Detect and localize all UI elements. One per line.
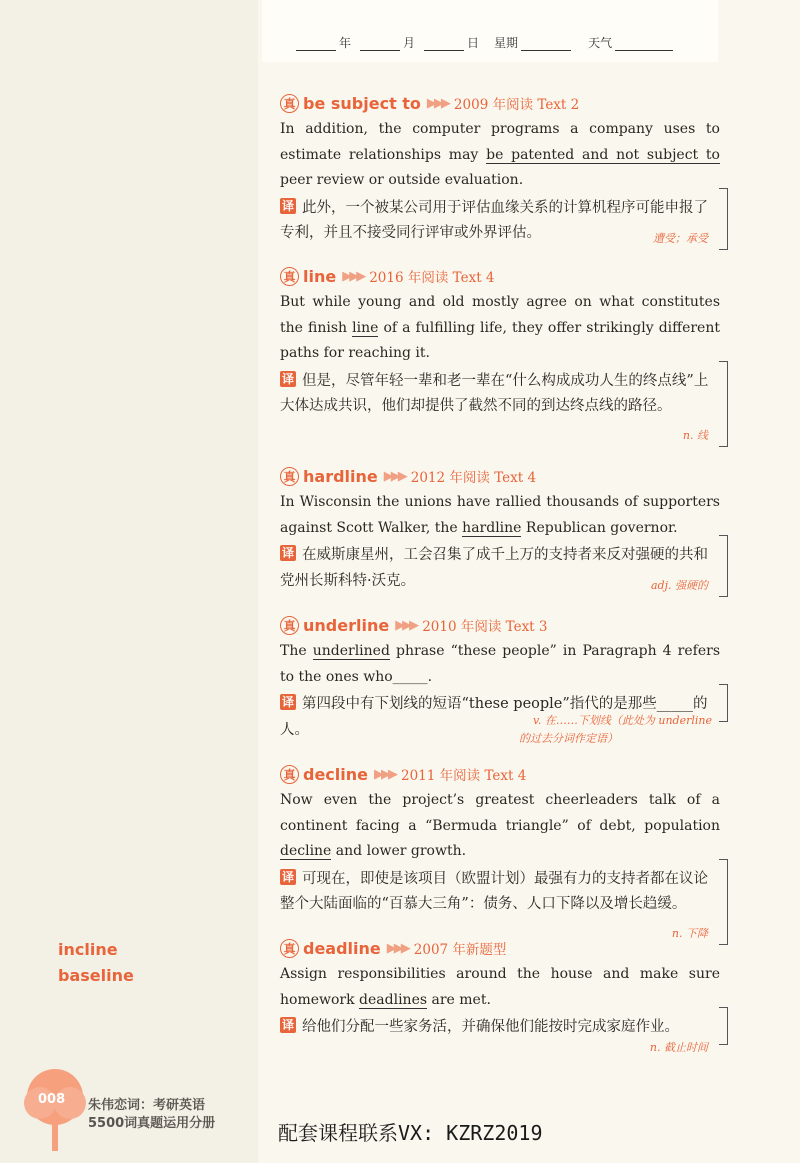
- definition-note: v. 在……下划线（此处为 underline: [532, 714, 712, 727]
- arrow-icon: ▶▶▶: [383, 468, 405, 484]
- definition-note: n. 截止时间: [649, 1041, 708, 1054]
- translation-block: [280, 867, 720, 940]
- underlined-term: line: [352, 319, 379, 336]
- book-title: [88, 1097, 215, 1133]
- related-word-incline: incline: [58, 940, 118, 959]
- entry-decline: [280, 762, 720, 940]
- english-sentence: But while young and old mostly agree on what constitutes the finish line of a fulfilling life, they offer strikingly different paths for reaching it.: [280, 294, 720, 361]
- day-label: 日: [467, 36, 480, 50]
- definition-note: 遭受；承受: [653, 231, 708, 245]
- date-line: [296, 34, 716, 51]
- definition-note: n. 线: [682, 428, 708, 442]
- book-title-line1: 朱伟恋词：考研英语: [88, 1098, 206, 1113]
- day-blank: [424, 50, 464, 51]
- headword: hardline: [303, 466, 378, 486]
- yi-badge: 译: [281, 546, 294, 560]
- source-label: 2016 年阅读 Text 4: [369, 270, 495, 286]
- entry-be-subject-to: [280, 91, 720, 247]
- arrow-icon: ▶▶▶: [395, 617, 417, 633]
- contact-watermark: 配套课程联系VX: KZRZ2019: [278, 1121, 543, 1145]
- note-bracket: [719, 188, 728, 250]
- headword: decline: [303, 764, 368, 784]
- english-sentence: Assign responsibilities around the house and make sure homework deadlines are met.: [280, 966, 720, 1008]
- definition-note-continued: 的过去分词作定语）: [519, 732, 618, 745]
- year-label: 年: [339, 36, 352, 50]
- tree-page-icon: [20, 1065, 90, 1155]
- date-header-card: [262, 0, 718, 62]
- weather-label: 天气: [588, 36, 613, 50]
- zhen-badge: 真: [280, 616, 299, 635]
- chinese-translation: 但是，尽管年轻一辈和老一辈在“什么构成成功人生的终点线”上大体达成共识，他们却提供了截然不同的到达终点线的路径。: [280, 372, 709, 414]
- yi-badge: 译: [281, 695, 294, 709]
- definition-note: n. 下降: [671, 926, 708, 940]
- underlined-term: deadlines: [359, 991, 428, 1008]
- underlined-term: underlined: [312, 643, 390, 659]
- arrow-icon: ▶▶▶: [374, 766, 395, 782]
- headword: deadline: [303, 938, 381, 958]
- underlined-term: be patented and not subject to: [486, 146, 720, 163]
- definition-note: adj. 强硬的: [650, 579, 708, 592]
- yi-badge: 译: [281, 371, 294, 386]
- chinese-translation: 给他们分配一些家务活，并确保他们能按时完成家庭作业。: [302, 1019, 679, 1035]
- yi-badge: 译: [281, 198, 294, 213]
- entry-underline: [280, 613, 720, 743]
- yi-badge: 译: [281, 869, 294, 884]
- underlined-term: decline: [280, 843, 332, 859]
- english-sentence: In addition, the computer programs a company uses to estimate relationships may be patented and not subject to peer review or outside evaluation.: [280, 121, 720, 188]
- english-sentence: The underlined phrase “these people” in Paragraph 4 refers to the ones who_____.: [280, 643, 720, 685]
- source-label: 2012 年阅读 Text 4: [410, 470, 537, 486]
- arrow-icon: ▶▶▶: [426, 95, 448, 111]
- arrow-icon: ▶▶▶: [386, 940, 408, 956]
- zhen-badge: 真: [280, 765, 299, 784]
- headword: underline: [303, 615, 390, 635]
- entry-line: [280, 264, 720, 442]
- translation-block: [280, 1015, 720, 1054]
- translation-block: [280, 692, 720, 743]
- note-bracket: [719, 1007, 728, 1045]
- page-number: 008: [38, 1092, 66, 1107]
- yi-badge: 译: [281, 1018, 294, 1032]
- book-title-line2: 5500词真题运用分册: [88, 1116, 216, 1131]
- related-words: [58, 937, 134, 989]
- week-label: 星期: [494, 36, 519, 50]
- english-sentence: In Wisconsin the unions have rallied thousands of supporters against Scott Walker, the hardline Republican governor.: [280, 494, 720, 536]
- headword: be subject to: [303, 93, 421, 113]
- note-bracket: [719, 535, 728, 597]
- year-blank: [296, 50, 336, 51]
- zhen-badge: 真: [280, 939, 299, 958]
- weather-blank: [615, 50, 673, 51]
- arrow-icon: ▶▶▶: [342, 268, 364, 284]
- month-label: 月: [403, 36, 416, 50]
- note-bracket: [719, 361, 728, 447]
- translation-block: [280, 369, 720, 442]
- chinese-translation: 第四段中有下划线的短语“these people”指代的是那些_____的人。: [280, 696, 708, 738]
- related-word-baseline: baseline: [58, 966, 134, 985]
- source-label: 2010 年阅读 Text 3: [422, 619, 548, 635]
- chinese-translation: 此外，一个被某公司用于评估血缘关系的计算机程序可能申报了专利，并且不接受同行评审或外界评估。: [280, 199, 708, 241]
- source-label: 2011 年阅读 Text 4: [401, 768, 527, 784]
- note-bracket: [719, 859, 728, 945]
- headword: line: [303, 266, 337, 286]
- zhen-badge: 真: [280, 467, 299, 486]
- week-blank: [521, 50, 571, 51]
- zhen-badge: 真: [280, 94, 299, 113]
- note-bracket: [719, 684, 728, 722]
- source-label: 2009 年阅读 Text 2: [453, 97, 580, 113]
- translation-block: [280, 543, 720, 594]
- source-label: 2007 年新题型: [413, 942, 507, 958]
- month-blank: [360, 50, 400, 51]
- zhen-badge: 真: [280, 267, 299, 286]
- chinese-translation: 在威斯康星州，工会召集了成千上万的支持者来反对强硬的共和党州长斯科特·沃克。: [280, 547, 708, 589]
- entry-deadline: [280, 936, 720, 1054]
- entry-hardline: [280, 464, 720, 594]
- english-sentence: Now even the project’s greatest cheerleaders talk of a continent facing a “Bermuda triangle” of debt, population decline and lower growth.: [280, 792, 720, 859]
- underlined-term: hardline: [462, 519, 522, 536]
- chinese-translation: 可现在，即使是该项目（欧盟计划）最强有力的支持者都在议论整个大陆面临的“百慕大三角”：债务、人口下降以及增长趋缓。: [280, 870, 708, 912]
- translation-block: [280, 196, 720, 247]
